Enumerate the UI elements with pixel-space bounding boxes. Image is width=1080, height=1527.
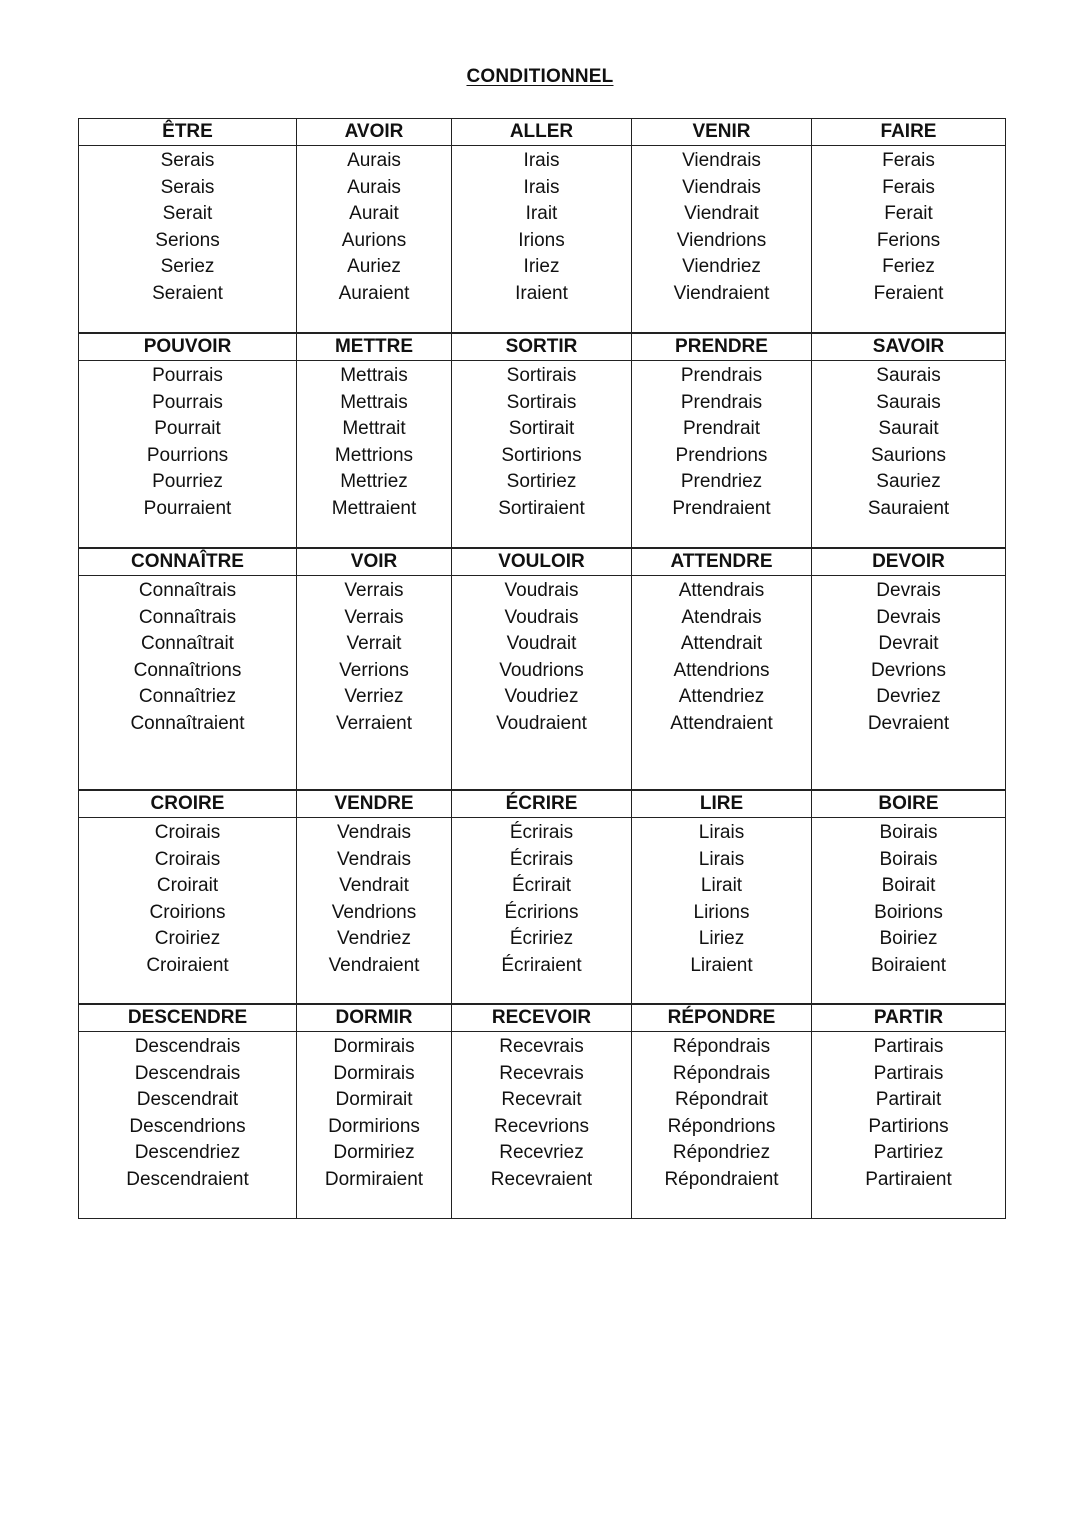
conjugated-form: Connaîtrions bbox=[133, 659, 242, 681]
verb-header-row bbox=[79, 119, 1006, 146]
forms-cell-recevoir bbox=[452, 1032, 632, 1219]
forms-cell-ecrire bbox=[452, 818, 632, 1004]
verb-heading-ecrire: ÉCRIRE bbox=[452, 791, 632, 818]
conjugated-form: Croirais bbox=[154, 848, 221, 870]
verb-header-row bbox=[79, 791, 1006, 818]
conjugated-form: Mettraient bbox=[331, 497, 417, 519]
conjugated-form: Attendrions bbox=[673, 659, 770, 681]
verb-heading-venir: VENIR bbox=[632, 119, 812, 146]
verb-heading-avoir: AVOIR bbox=[297, 119, 452, 146]
verb-header-row bbox=[79, 1005, 1006, 1032]
conjugated-form: Atendrais bbox=[681, 606, 762, 628]
conjugated-form: Boirais bbox=[879, 848, 938, 870]
verb-heading-sortir: SORTIR bbox=[452, 334, 632, 361]
conjugated-form: Recevraient bbox=[490, 1168, 593, 1190]
conjugated-form: Sortirais bbox=[506, 391, 577, 413]
conjugated-form: Pourrais bbox=[152, 365, 223, 386]
conjugated-form: Mettrais bbox=[340, 365, 408, 386]
conjugated-form: Iriez bbox=[523, 256, 560, 278]
conjugated-form: Pourraient bbox=[143, 497, 232, 519]
forms-cell-voir bbox=[297, 576, 452, 790]
verb-forms-row bbox=[79, 576, 1006, 790]
conjugated-form: Attendrait bbox=[680, 633, 763, 655]
conjugated-form: Voudrait bbox=[506, 633, 577, 655]
conjugated-form: Croiriez bbox=[154, 928, 221, 950]
verb-forms-row bbox=[79, 361, 1006, 548]
conjugated-form: Écrirais bbox=[509, 848, 574, 870]
conjugated-form: Feraient bbox=[873, 282, 944, 304]
conjugated-form: Pourrais bbox=[152, 391, 223, 413]
conjugated-form: Sauraient bbox=[867, 497, 950, 519]
forms-cell-savoir bbox=[812, 361, 1006, 548]
conjugated-form: Saurait bbox=[878, 418, 939, 440]
conjugated-form: Prendrions bbox=[675, 444, 768, 466]
conjugated-form: Devrions bbox=[871, 659, 946, 681]
conjugated-form: Verrions bbox=[339, 659, 409, 681]
forms-cell-etre bbox=[79, 146, 297, 333]
conjugated-form: Pourrait bbox=[154, 418, 221, 440]
conjugated-form: Auraient bbox=[338, 282, 410, 304]
verb-heading-prendre: PRENDRE bbox=[632, 334, 812, 361]
verb-heading-partir: PARTIR bbox=[812, 1005, 1006, 1032]
conjugated-form: Recevrait bbox=[501, 1089, 582, 1111]
conjugated-form: Prendrait bbox=[682, 418, 761, 440]
conjugated-form: Irait bbox=[525, 203, 558, 225]
conjugated-form: Prendriez bbox=[680, 471, 763, 493]
conjugated-form: Verrais bbox=[344, 606, 404, 628]
conjugated-form: Descendraient bbox=[126, 1168, 249, 1190]
conjugated-form: Croirais bbox=[154, 822, 221, 843]
verb-header-row bbox=[79, 549, 1006, 576]
conjugated-form: Recevrais bbox=[499, 1036, 584, 1057]
conjugated-form: Partirions bbox=[868, 1115, 949, 1137]
conjugated-form: Lirais bbox=[698, 822, 745, 843]
conjugated-form: Descendrait bbox=[136, 1089, 239, 1111]
verb-heading-vouloir: VOULOIR bbox=[452, 549, 632, 576]
conjugated-form: Mettriez bbox=[340, 471, 408, 493]
conjugated-form: Viendriez bbox=[682, 256, 761, 278]
page-title: CONDITIONNEL bbox=[466, 66, 614, 87]
conjugated-form: Répondriez bbox=[672, 1142, 771, 1164]
conjugated-form: Répondrions bbox=[667, 1115, 776, 1137]
conjugated-form: Descendriez bbox=[134, 1142, 241, 1164]
conjugated-form: Viendrions bbox=[676, 229, 767, 251]
verb-heading-dormir: DORMIR bbox=[297, 1005, 452, 1032]
conjugated-form: Serais bbox=[160, 176, 215, 198]
conjugated-form: Voudraient bbox=[496, 712, 587, 734]
verb-heading-lire: LIRE bbox=[632, 791, 812, 818]
conjugated-form: Viendrais bbox=[682, 176, 761, 198]
conjugated-form: Descendrais bbox=[134, 1036, 241, 1057]
conjugated-form: Sortirions bbox=[501, 444, 582, 466]
conjugated-form: Dormirais bbox=[333, 1036, 415, 1057]
verb-heading-aller: ALLER bbox=[452, 119, 632, 146]
conjugated-form: Vendrions bbox=[331, 901, 417, 923]
conjugated-form: Sortiraient bbox=[498, 497, 585, 519]
conjugated-form: Connaîtrait bbox=[141, 633, 234, 655]
verb-heading-repondre: RÉPONDRE bbox=[632, 1005, 812, 1032]
conjugated-form: Dormiraient bbox=[324, 1168, 424, 1190]
conjugated-form: Aurions bbox=[341, 229, 407, 251]
conjugated-form: Boiriez bbox=[879, 928, 938, 950]
conjugated-form: Boirions bbox=[874, 901, 943, 923]
conjugated-form: Ferait bbox=[884, 203, 933, 225]
conjugated-form: Lirait bbox=[700, 875, 743, 897]
conjugated-form: Irais bbox=[523, 150, 560, 171]
conjugated-form: Connaîtrais bbox=[138, 580, 237, 601]
forms-cell-devoir bbox=[812, 576, 1006, 790]
verb-heading-descendre: DESCENDRE bbox=[79, 1005, 297, 1032]
conjugated-form: Boirais bbox=[879, 822, 938, 843]
conjugated-form: Devriez bbox=[876, 686, 941, 708]
conjugated-form: Verrait bbox=[346, 633, 402, 655]
conjugated-form: Auriez bbox=[347, 256, 401, 278]
conjugated-form: Liraient bbox=[690, 954, 753, 976]
conjugated-form: Attendrais bbox=[678, 580, 765, 601]
forms-cell-connaitre bbox=[79, 576, 297, 790]
conjugated-form: Voudrais bbox=[504, 606, 579, 628]
conjugated-form: Partirait bbox=[875, 1089, 942, 1111]
conjugated-form: Serais bbox=[160, 150, 215, 171]
conjugated-form: Verriez bbox=[344, 686, 404, 708]
conjugated-form: Viendrais bbox=[682, 150, 761, 171]
conjugated-form: Devrait bbox=[878, 633, 939, 655]
conjugated-form: Vendrais bbox=[337, 822, 411, 843]
conjugated-form: Ferais bbox=[882, 150, 935, 171]
conjugated-form: Écrirais bbox=[509, 822, 574, 843]
conjugated-form: Croirions bbox=[149, 901, 226, 923]
conjugated-form: Voudriez bbox=[504, 686, 579, 708]
conjugated-form: Ferais bbox=[882, 176, 935, 198]
conjugated-form: Liriez bbox=[698, 928, 745, 950]
forms-cell-vouloir bbox=[452, 576, 632, 790]
conjugated-form: Iraient bbox=[515, 282, 568, 304]
conjugated-form: Boirait bbox=[881, 875, 936, 897]
verb-heading-voir: VOIR bbox=[297, 549, 452, 576]
conjugated-form: Feriez bbox=[882, 256, 935, 278]
forms-cell-mettre bbox=[297, 361, 452, 548]
conjugated-form: Recevrais bbox=[499, 1062, 584, 1084]
verb-block-5 bbox=[78, 1004, 1006, 1219]
forms-cell-dormir bbox=[297, 1032, 452, 1219]
conjugated-form: Seriez bbox=[160, 256, 215, 278]
conjugated-form: Répondraient bbox=[664, 1168, 779, 1190]
forms-cell-aller bbox=[452, 146, 632, 333]
conjugated-form: Connaîtriez bbox=[138, 686, 237, 708]
conjugated-form: Sortirais bbox=[506, 365, 577, 386]
conjugated-form: Attendraient bbox=[670, 712, 773, 734]
conjugated-form: Prendrais bbox=[680, 391, 763, 413]
conjugated-form: Devrais bbox=[876, 606, 941, 628]
conjugated-form: Mettrait bbox=[342, 418, 406, 440]
verb-heading-devoir: DEVOIR bbox=[812, 549, 1006, 576]
conjugated-form: Écriraient bbox=[501, 954, 582, 976]
conjugated-form: Pourrions bbox=[146, 444, 229, 466]
forms-cell-venir bbox=[632, 146, 812, 333]
verb-header-row bbox=[79, 334, 1006, 361]
forms-cell-partir bbox=[812, 1032, 1006, 1219]
verb-heading-croire: CROIRE bbox=[79, 791, 297, 818]
conjugated-form: Verraient bbox=[335, 712, 413, 734]
conjugated-form: Viendrait bbox=[684, 203, 759, 225]
conjugated-form: Vendriez bbox=[337, 928, 411, 950]
verb-heading-faire: FAIRE bbox=[812, 119, 1006, 146]
conjugated-form: Connaîtrais bbox=[138, 606, 237, 628]
conjugated-form: Mettrais bbox=[340, 391, 408, 413]
verb-heading-boire: BOIRE bbox=[812, 791, 1006, 818]
verb-heading-pouvoir: POUVOIR bbox=[79, 334, 297, 361]
conjugated-form: Voudrions bbox=[499, 659, 584, 681]
conjugated-form: Partirais bbox=[873, 1062, 944, 1084]
forms-cell-attendre bbox=[632, 576, 812, 790]
forms-cell-lire bbox=[632, 818, 812, 1004]
conjugated-form: Croiraient bbox=[146, 954, 229, 976]
verb-heading-vendre: VENDRE bbox=[297, 791, 452, 818]
conjugated-form: Recevriez bbox=[499, 1142, 584, 1164]
forms-cell-faire bbox=[812, 146, 1006, 333]
conjugated-form: Croirait bbox=[156, 875, 219, 897]
forms-cell-vendre bbox=[297, 818, 452, 1004]
conjugated-form: Sauriez bbox=[876, 471, 941, 493]
conjugated-form: Irions bbox=[518, 229, 565, 251]
conjugated-form: Saurions bbox=[871, 444, 946, 466]
conjugated-form: Recevrions bbox=[493, 1115, 590, 1137]
conjugated-form: Saurais bbox=[876, 365, 941, 386]
conjugated-form: Boiraient bbox=[871, 954, 946, 976]
conjugated-form: Sortiriez bbox=[506, 471, 577, 493]
conjugated-form: Aurais bbox=[347, 176, 401, 198]
forms-cell-descendre bbox=[79, 1032, 297, 1219]
conjugated-form: Dormirions bbox=[328, 1115, 420, 1137]
conjugated-form: Dormiriez bbox=[333, 1142, 415, 1164]
conjugated-form: Ferions bbox=[876, 229, 941, 251]
forms-cell-boire bbox=[812, 818, 1006, 1004]
conjugated-form: Écrirait bbox=[511, 875, 572, 897]
conjugated-form: Répondrais bbox=[672, 1062, 771, 1084]
verb-heading-etre: ÊTRE bbox=[79, 119, 297, 146]
forms-cell-pouvoir bbox=[79, 361, 297, 548]
verb-heading-attendre: ATTENDRE bbox=[632, 549, 812, 576]
verb-block-4 bbox=[78, 790, 1006, 1004]
conjugated-form: Vendrais bbox=[337, 848, 411, 870]
conjugated-form: Vendrait bbox=[339, 875, 409, 897]
forms-cell-repondre bbox=[632, 1032, 812, 1219]
conjugated-form: Prendraient bbox=[672, 497, 771, 519]
conjugated-form: Connaîtraient bbox=[130, 712, 245, 734]
conjugated-form: Lirais bbox=[698, 848, 745, 870]
conjugated-form: Partiriez bbox=[873, 1142, 944, 1164]
verb-forms-row bbox=[79, 1032, 1006, 1219]
conjugated-form: Irais bbox=[523, 176, 560, 198]
conjugated-form: Vendraient bbox=[328, 954, 420, 976]
conjugated-form: Écririez bbox=[509, 928, 574, 950]
verb-block-3 bbox=[78, 548, 1006, 790]
verb-heading-savoir: SAVOIR bbox=[812, 334, 1006, 361]
conjugated-form: Sortirait bbox=[508, 418, 575, 440]
conjugated-form: Partirais bbox=[873, 1036, 944, 1057]
conjugated-form: Seraient bbox=[152, 282, 223, 304]
conjugated-form: Dormirait bbox=[335, 1089, 413, 1111]
verb-block-2 bbox=[78, 333, 1006, 548]
conjugated-form: Serions bbox=[155, 229, 220, 251]
conjugated-form: Devraient bbox=[867, 712, 950, 734]
verb-heading-recevoir: RECEVOIR bbox=[452, 1005, 632, 1032]
conjugated-form: Serait bbox=[162, 203, 213, 225]
verb-block-1 bbox=[78, 118, 1006, 333]
conjugated-form: Prendrais bbox=[680, 365, 763, 386]
forms-cell-avoir bbox=[297, 146, 452, 333]
verb-heading-connaitre: CONNAÎTRE bbox=[79, 549, 297, 576]
conjugated-form: Aurais bbox=[347, 150, 401, 171]
conjugated-form: Voudrais bbox=[504, 580, 579, 601]
conjugated-form: Répondrais bbox=[672, 1036, 771, 1057]
conjugated-form: Aurait bbox=[349, 203, 399, 225]
conjugated-form: Lirions bbox=[693, 901, 750, 923]
conjugation-tables bbox=[78, 118, 1005, 1219]
conjugated-form: Saurais bbox=[876, 391, 941, 413]
verb-forms-row bbox=[79, 146, 1006, 333]
forms-cell-sortir bbox=[452, 361, 632, 548]
conjugated-form: Pourriez bbox=[152, 471, 223, 493]
forms-cell-prendre bbox=[632, 361, 812, 548]
verb-forms-row bbox=[79, 818, 1006, 1004]
conjugated-form: Mettrions bbox=[334, 444, 414, 466]
conjugated-form: Viendraient bbox=[673, 282, 770, 304]
conjugated-form: Écririons bbox=[504, 901, 579, 923]
conjugated-form: Répondrait bbox=[675, 1089, 768, 1111]
conjugated-form: Attendriez bbox=[678, 686, 765, 708]
conjugated-form: Descendrais bbox=[134, 1062, 241, 1084]
conjugated-form: Verrais bbox=[344, 580, 404, 601]
forms-cell-croire bbox=[79, 818, 297, 1004]
conjugated-form: Descendrions bbox=[129, 1115, 246, 1137]
conjugated-form: Partiraient bbox=[865, 1168, 952, 1190]
conjugated-form: Dormirais bbox=[333, 1062, 415, 1084]
verb-heading-mettre: METTRE bbox=[297, 334, 452, 361]
conjugated-form: Devrais bbox=[876, 580, 941, 601]
